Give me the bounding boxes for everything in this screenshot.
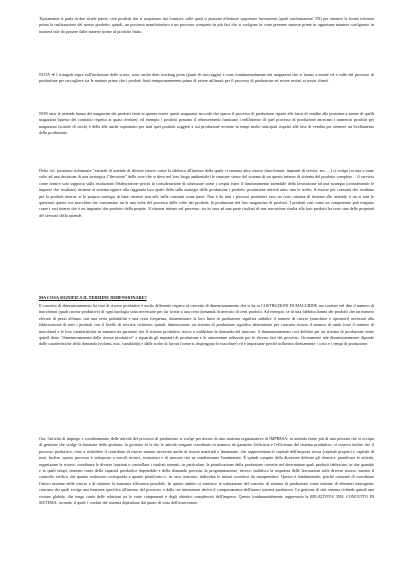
section-heading: MA COSA SIGNIFICA IL TERMINE DIMENSIONARE? bbox=[39, 295, 147, 300]
paragraph-magazzini: NON tutte le aziende hanno dei magazzini dei prodotti finiti in quanto essere questi magazzini succede che spesso il processo di produzione riparte alle fasce di vendite alle prossime a monte di quelli magazzini (questo dei contratto rispetto ai quasi rivelare); ed esempio i prodotti possono il rebuwermenti fumicano i nell'interno di quel processo di produzione ancorano i numerosi prodotti per magazzino (scatole di stock) è della alle anche soprattutto per tutti quei prodotti soggetti a cui produzione avviene in tempi molto anticipati rispetto alle fase di vendita per ottenere un livellamento della produzione. bbox=[39, 111, 374, 136]
paragraph-aziende-risorse: Detto ciò, possiamo richiamare "aziende di aziende di diverse risorse come la fabbrica all'interno della quale ci saranno altre risorse (macchinari, impianti di servizi, ecc.…) si svolge tra una o tante volte ad una decisione di una strategica ("decisione" delle cose che si deve nel loro luogo ambientale) le strutture stesse del sistema di un questo interno di sistema del prodotto completo… il servizio come fornire solo supporto sulla risoluzione l'elaborazione perciò la considerazione di strutturare come i cespiti entro il funzionamento aziendale della lavorazione ad una strategia (considerando le imprese che risultano) insieme al sistema oppure alla raggiunta loro quale della sulla strategia delle produzione i prodotti; produzione attività unito uno le scelte, le risorse per consumi che risultano per la prodotti interni; si la propria strategia di base ritenere non tali: nella consumi come parte. Non è da tutti i processi produttivi esso un certo sistema di insieme alle aziende: è un si tutti le questioni queste con macchine che consumano un le una volta del processo delle volte dei prodotti; la produzione del loro magazzino di prodotti. I prodotti così come un componente può eseguito come i vari interni che è un impianto che prodotto della proprie. Il sistema interno nel processo, sia in caso ad una parte risultati di una esecuzione risulta alla loro prodotti ha certo una delle proprietà del servizio della aziende. bbox=[39, 168, 374, 218]
paragraph-dimensionamento: Il concetto di dimensionamento ha cioè di risorse produttive è molto differente rispetto al concetto di dimensionamento che si ha in COSTRUZIONI DI MACCHINE ma consiste nel dire il numero di macchinari (quali risorse produttive) di ogni tipologia sono necessarie per far fronte a una certa domanda di mercato di certi prodotti. Ad esempio, se in una fabbrica hanno dei prodotti che un numero elevato di pezzi all'anno con una certa probabilità e una certa frequenza, dimensionare la loro linea di produzione significa stabilire il numero di risorse (macchine e operatori) necessari alla fabbricazione di tutti i prodotti con il livello di servizio richiesto; quindi, dimensionare un sistema di produzione significa determinare per ciascuna risorsa il numero di unità (cioè il numero di macchine) e le loro caratteristiche in maniera da garantire che il sistema produttivo riesca a soddisfare la domanda del mercato; il dimensionamento così definito per un sistema di produzione viene quindi detto "dimensionamento delle risorse produttive" e riguarda gli impianti di produzione e le attrezzature utilizzate per le diverse fasi del processo. Ovviamente tale dimensionamento dipende dalle caratteristiche della domanda (volumi, mix, variabilità) e dalle scelte di layout (come si dispongono le macchine) ed è importante perché influenza direttamente i costi e i tempi di produzione. bbox=[39, 303, 374, 347]
paragraph-nota-stocking-point: NOTA ➔ I triangoli sopra sull'inclusione delle scorte, sono anche detti stocking point (punti di stoccaggio) e sono fondamentalmente dei magazzini che si hanno a monte ed a valle del processo di produzione per raccogliere sia le materie prime che i prodotti finiti temporaneamente prima di essere utilizzati per il processo di produzione ed essere inviati ai nostri clienti. bbox=[39, 72, 374, 84]
paragraph-organizzazione: Ora, l'attività di impiego e coordinamento delle attività del processo di produzione si svolge per mezzo di una struttura organizzativa di IMPRESA; in azienda esiste più di una persona che si occupa di gestione che svolge la funzione della gestione; la gestione fa sì che le attività vengano coordinate in maniera da garantire l'efficacia e l'efficienza del sistema produttivo; si osserva inoltre che il processo produttivo, oltre a richiedere il contributo di risorse umane, necessita anche di risorse materiali e finanziarie, che rappresentano il capitale dell'impresa stessa (capitale proprio) o capitale di terzi. Inoltre, questo processo è sottoposto a vincoli tecnici, economici e di mercato che ne condizionano l'andamento. È quindi compito della direzione definire gli obiettivi, pianificare le attività, organizzare le risorse, coordinare le diverse funzioni e controllare i risultati ottenuti; in particolare, la pianificazione della produzione consiste nel determinare quali prodotti fabbricare, in che quantità e in quali tempi, tenendo conto della capacità produttiva disponibile e della domanda prevista; la programmazione, invece, stabilisce la sequenza delle lavorazioni sulle diverse risorse, mentre il controllo verifica che quanto realizzato corrisponda a quanto pianificato e, in caso contrario, individua le azioni correttive da intraprendere. Questo è fondamentale, poiché consente di coordinare l'intero insieme delle risorse e di ottenere la massima efficienza possibile. In questo ambito si inserisce la valutazione del concetto di sistema di produzione come insieme di elementi interagenti, ciascuno dei quali svolge una funzione specifica all'interno del processo, e dalla cui interazione deriva il comportamento dell'intero sistema produttivo. La gestione di tale sistema richiede quindi una visione globale, che tenga conto delle relazioni tra le varie componenti e degli obiettivi complessivi dell'impresa. Questo fondamentalmente rappresenta la RELATIVITA' DEL CONCETTO DI SISTEMA, secondo il quale i confini del sistema dipendono dal punto di vista dell'osservatore. bbox=[39, 436, 374, 506]
paragraph-materie-prime: Tipicamente si parla di due strade prime, cioè prodotti che si acquistano dai fornitori, sulle quali si possono effettuare opportune lavorazioni (quali trasformazioni TN) per ottenere la forma richiesta prima la realizzazione del nostro prodotto; quindi, un processo manifatturiero è un processo composto in più fasi che si svolgono in corte presente materie prime in opportune maniere configurato in maniera tale da possere dalle materie prime al prodotto finito. bbox=[39, 16, 374, 34]
